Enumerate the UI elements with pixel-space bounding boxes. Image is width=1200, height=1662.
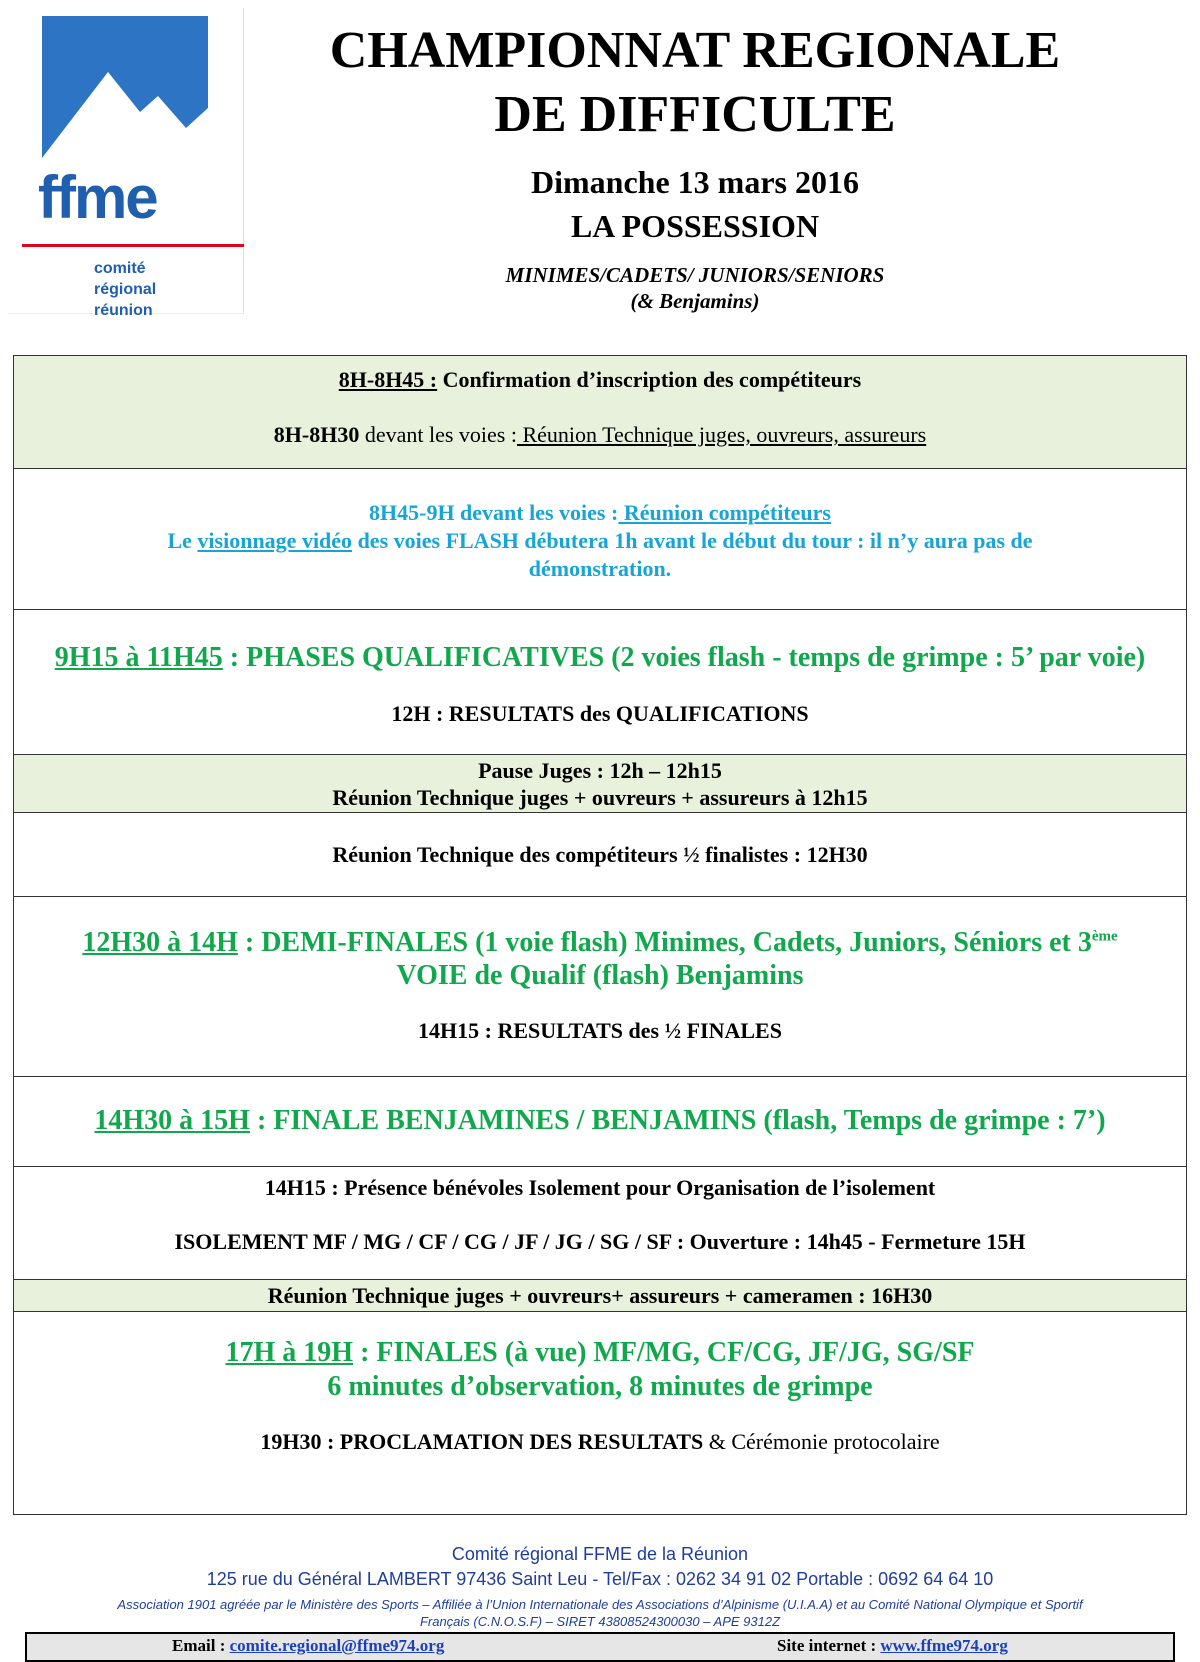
line-text: Réunion Technique juges, ouvreurs, assureurs [516, 422, 927, 447]
schedule-row [14, 1167, 1186, 1280]
email-link[interactable]: comite.regional@ffme974.org [229, 1636, 445, 1655]
schedule-row [14, 1077, 1186, 1167]
schedule-row [14, 469, 1186, 610]
page-title-line2: DE DIFFICULTE [494, 86, 896, 143]
qualif-line [14, 642, 1186, 674]
line-text: : DEMI-FINALES (1 voie flash) Minimes, Cadets, Juniors, Séniors et 3 [237, 927, 1092, 958]
line-text: 19H30 : PROCLAMATION DES RESULTATS [260, 1429, 704, 1454]
line-text: : FINALE BENJAMINES / BENJAMINS (flash, Temps de grimpe : 7’) [249, 1105, 1106, 1136]
time-label: 8H45-9H devant les voies : [369, 500, 619, 525]
semi-meeting-line: Réunion Technique des compétiteurs ½ finalistes : 12H30 [332, 842, 868, 867]
schedule-row [14, 813, 1186, 897]
line-text: : PHASES QUALIFICATIVES (2 voies flash - temps de grimpe : 5’ par voie) [222, 642, 1146, 673]
finals-line2: 6 minutes d’observation, 8 minutes de grimpe [327, 1371, 873, 1402]
semi-final-line2: VOIE de Qualif (flash) Benjamins [396, 960, 804, 991]
time-label: 14H30 à 15H [94, 1105, 250, 1136]
event-categories: MINIMES/CADETS/ JUNIORS/SENIORS [505, 263, 885, 287]
semi-final-line [14, 927, 1186, 959]
event-location: LA POSSESSION [570, 208, 820, 244]
finals-line [14, 1337, 1186, 1369]
proclamation-line [14, 1428, 1186, 1455]
time-label: 12H30 à 14H [82, 927, 238, 958]
line-text: Réunion compétiteurs [618, 500, 831, 525]
line-text: devant les voies : [359, 422, 517, 447]
site-block [777, 1636, 1008, 1656]
semi-results-line: 14H15 : RESULTATS des ½ FINALES [418, 1018, 782, 1043]
line-text: & Cérémonie protocolaire [703, 1429, 940, 1454]
schedule-row [14, 1280, 1186, 1312]
logo-subtitle [94, 258, 156, 321]
benjamin-final-line [14, 1105, 1186, 1137]
logo-red-rule [22, 244, 244, 247]
time-label: 8H-8H45 : [338, 367, 438, 392]
schedule-table [13, 355, 1187, 1515]
mountain-logo-icon [8, 8, 244, 168]
email-block [172, 1636, 444, 1656]
footer-address: 125 rue du Général LAMBERT 97436 Saint Leu - Tel/Fax : 0262 34 91 02 Portable : 0692 64 64 10 [206, 1569, 994, 1589]
site-label: Site internet : [777, 1636, 881, 1655]
schedule-row [14, 897, 1186, 1077]
website-link[interactable]: www.ffme974.org [880, 1636, 1008, 1655]
schedule-row [14, 1312, 1186, 1516]
competitor-meeting-line [14, 499, 1186, 526]
superscript: ème [1091, 928, 1118, 945]
isolation-line: ISOLEMENT MF / MG / CF / CG / JF / JG / SG / SF : Ouverture : 14h45 - Fermeture 15H [174, 1229, 1026, 1254]
confirmation-line [14, 366, 1186, 393]
footer-association-line2: Français (C.N.O.S.F) – SIRET 43808524300030 – APE 9312Z [419, 1614, 781, 1629]
line-text: Confirmation d’inscription des compétiteurs [437, 367, 862, 392]
event-categories-extra: (& Benjamins) [630, 289, 760, 313]
line-text: Le [167, 528, 198, 553]
logo-sub-line: comité [94, 260, 146, 277]
time-label: 9H15 à 11H45 [54, 642, 223, 673]
footer-org: Comité régional FFME de la Réunion [451, 1544, 749, 1564]
contact-bar [25, 1632, 1175, 1662]
pause-tech-line: Réunion Technique juges + ouvreurs + assureurs à 12h15 [332, 785, 868, 810]
final-tech-meeting-line: Réunion Technique juges + ouvreurs+ assureurs + cameramen : 16H30 [267, 1283, 933, 1308]
page-title: CHAMPIONNAT REGIONALE [329, 22, 1061, 79]
logo-brand: ffme [38, 164, 157, 231]
event-date: Dimanche 13 mars 2016 [531, 164, 859, 200]
isolation-volunteer-line: 14H15 : Présence bénévoles Isolement pour Organisation de l’isolement [264, 1175, 936, 1200]
pause-line: Pause Juges : 12h – 12h15 [478, 758, 722, 783]
footer-association: Association 1901 agréée par le Ministère des Sports – Affiliée à l’Union Internationale des Associations d’Alpinisme (U.I.A.A) et au Comité National Olympique et Sportif [117, 1597, 1083, 1612]
time-label: 8H-8H30 [273, 422, 360, 447]
schedule-row [14, 610, 1186, 755]
email-label: Email : [172, 1636, 230, 1655]
ffme-logo [8, 8, 244, 319]
logo-sub-line: réunion [94, 302, 153, 319]
line-text: des voies FLASH débutera 1h avant le début du tour : il n’y aura pas de [352, 528, 1033, 553]
schedule-row [14, 755, 1186, 813]
qualif-results-line: 12H : RESULTATS des QUALIFICATIONS [391, 701, 809, 726]
video-notice-line2: démonstration. [528, 556, 672, 581]
video-notice-line [14, 527, 1186, 554]
tech-meeting-line [14, 421, 1186, 448]
time-label: 17H à 19H [225, 1337, 354, 1368]
logo-sub-line: régional [94, 281, 157, 298]
schedule-row [14, 356, 1186, 469]
line-text: : FINALES (à vue) MF/MG, CF/CG, JF/JG, SG/SF [353, 1337, 975, 1368]
line-text: visionnage vidéo [197, 528, 353, 553]
